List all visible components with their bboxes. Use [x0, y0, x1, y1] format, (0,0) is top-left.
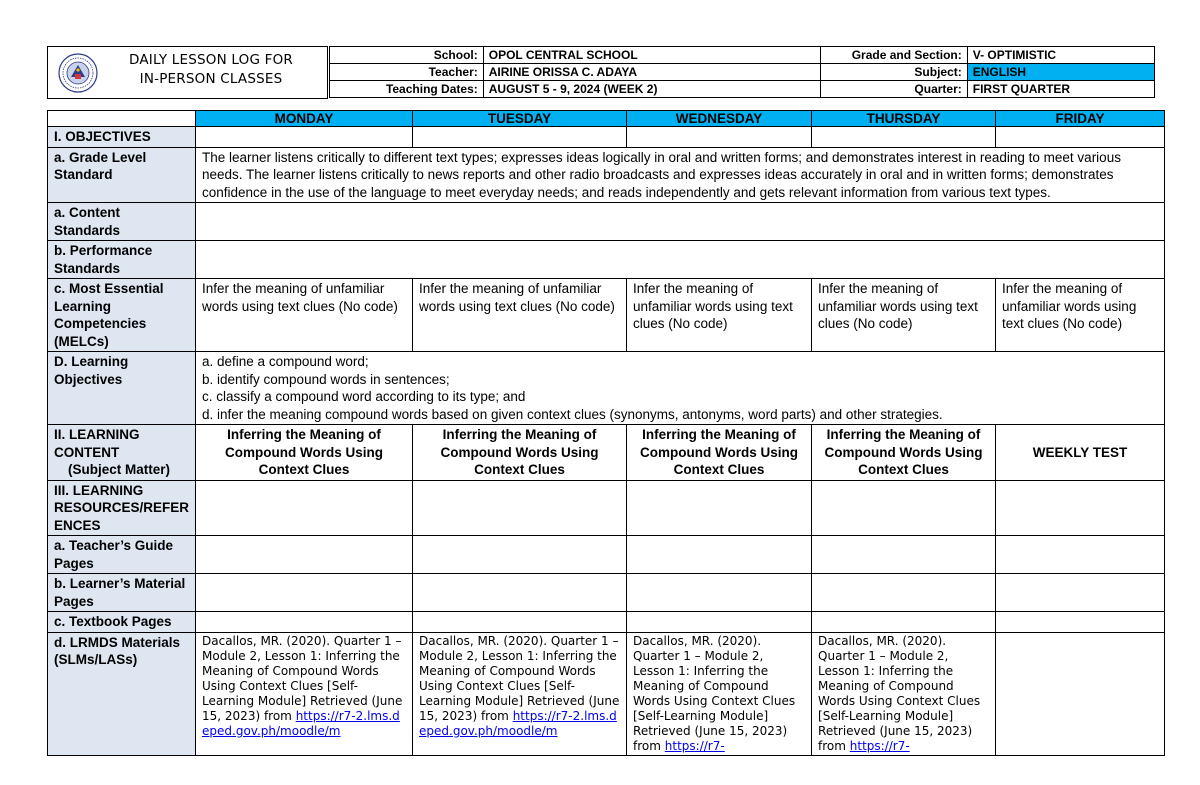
melc-friday: Infer the meaning of unfamiliar words using text clues (No code): [996, 279, 1165, 352]
performance-standards-label: b. Performance Standards: [48, 241, 196, 279]
melc-monday: Infer the meaning of unfamiliar words using text clues (No code): [196, 279, 413, 352]
teaching-dates-value: AUGUST 5 - 9, 2024 (WEEK 2): [483, 81, 820, 98]
topic-thursday: Inferring the Meaning of Compound Words Using Context Clues: [812, 425, 996, 481]
quarter-label: Quarter:: [821, 81, 968, 98]
deped-seal-icon: [58, 53, 98, 93]
textbook-label: c. Textbook Pages: [48, 612, 196, 633]
topic-monday: Inferring the Meaning of Compound Words Using Context Clues: [196, 425, 413, 481]
lrmds-link[interactable]: https://r7-2.lms.deped.gov.ph/moodle/m: [202, 708, 400, 738]
school-value: OPOL CENTRAL SCHOOL: [483, 47, 820, 64]
learners-material-row: [48, 574, 1165, 612]
school-label: School:: [330, 47, 484, 64]
teachers-guide-row: [48, 536, 1165, 574]
grade-level-standard-label: a. Grade Level Standard: [48, 147, 196, 203]
lrmds-wednesday: Dacallos, MR. (2020). Quarter 1 – Module 2, Lesson 1: Inferring the Meaning of Compound Words Using Context Clues [Self-Learning Module] Retrieved (June 15, 2023) from https://r7-: [627, 632, 812, 755]
learning-objectives-list: [196, 352, 1165, 425]
teacher-label: Teacher:: [330, 64, 484, 81]
grade-level-standard-row: [48, 147, 1165, 203]
header-info-left: [329, 46, 821, 98]
learners-material-label: b. Learner’s Material Pages: [48, 574, 196, 612]
lrmds-label: d. LRMDS Materials (SLMs/LASs): [48, 632, 196, 755]
teachers-guide-label: a. Teacher’s Guide Pages: [48, 536, 196, 574]
grade-section-value: V- OPTIMISTIC: [967, 47, 1154, 64]
lesson-log-table: [47, 110, 1165, 756]
day-friday: FRIDAY: [996, 111, 1165, 127]
corner-cell: [48, 111, 196, 127]
lrmds-thursday: Dacallos, MR. (2020). Quarter 1 – Module 2, Lesson 1: Inferring the Meaning of Compound Words Using Context Clues [Self-Learning Module] Retrieved (June 15, 2023) from https://r7-: [812, 632, 996, 755]
learning-content-row: [48, 425, 1165, 481]
topic-friday-weekly-test: WEEKLY TEST: [996, 425, 1165, 481]
learning-content-label: II. LEARNING CONTENT (Subject Matter): [48, 425, 196, 481]
content-standards-label: a. Content Standards: [48, 203, 196, 241]
objectives-row: [48, 127, 1165, 148]
day-header-row: [48, 111, 1165, 127]
subject-value: ENGLISH: [967, 64, 1154, 81]
document-title-line2: IN-PERSON CLASSES: [139, 71, 283, 87]
subject-label: Subject:: [821, 64, 968, 81]
textbook-row: [48, 612, 1165, 633]
learning-objectives-row: [48, 352, 1165, 425]
lrmds-link[interactable]: https://r7-: [849, 738, 910, 753]
lrmds-friday: [996, 632, 1165, 755]
content-standards-row: [48, 203, 1165, 241]
lrmds-link[interactable]: https://r7-2.lms.deped.gov.ph/moodle/m: [419, 708, 617, 738]
header-title-box: [47, 46, 328, 99]
objective-item: b. identify compound words in sentences;: [202, 371, 450, 387]
topic-tuesday: Inferring the Meaning of Compound Words Using Context Clues: [413, 425, 627, 481]
lesson-log-header: [47, 46, 1155, 99]
lrmds-tuesday: Dacallos, MR. (2020). Quarter 1 – Module 2, Lesson 1: Inferring the Meaning of Compound Words Using Context Clues [Self-Learning Module] Retrieved (June 15, 2023) from https://r7-2.lms.deped.gov.ph/moodle/m: [413, 632, 627, 755]
melc-wednesday: Infer the meaning of unfamiliar words using text clues (No code): [627, 279, 812, 352]
lrmds-monday: Dacallos, MR. (2020). Quarter 1 – Module 2, Lesson 1: Inferring the Meaning of Compound Words Using Context Clues [Self-Learning Module] Retrieved (June 15, 2023) from https://r7-2.lms.deped.gov.ph/moodle/m: [196, 632, 413, 755]
document-title: [106, 51, 316, 89]
learning-objectives-label: D. Learning Objectives: [48, 352, 196, 425]
topic-wednesday: Inferring the Meaning of Compound Words Using Context Clues: [627, 425, 812, 481]
day-wednesday: WEDNESDAY: [627, 111, 812, 127]
objective-item: c. classify a compound word according to its type; and: [202, 389, 526, 404]
lrmds-link[interactable]: https://r7-: [664, 738, 725, 753]
teaching-dates-label: Teaching Dates:: [330, 81, 484, 98]
day-tuesday: TUESDAY: [413, 111, 627, 127]
objective-item: a. define a compound word;: [202, 354, 369, 369]
day-monday: MONDAY: [196, 111, 413, 127]
objective-item: d. infer the meaning compound words based on given context clues (synonyms, antonyms, word parts) and other strategies.: [202, 406, 943, 422]
learning-resources-label: III. LEARNING RESOURCES/REFER ENCES: [48, 480, 196, 536]
teacher-value: AIRINE ORISSA C. ADAYA: [483, 64, 820, 81]
melcs-label: c. Most Essential Learning Competencies (MELCs): [48, 279, 196, 352]
day-thursday: THURSDAY: [812, 111, 996, 127]
grade-section-label: Grade and Section:: [821, 47, 968, 64]
melc-thursday: Infer the meaning of unfamiliar words using text clues (No code): [812, 279, 996, 352]
document-title-line1: DAILY LESSON LOG FOR: [128, 52, 294, 68]
learning-resources-row: [48, 480, 1165, 536]
header-info-right: [820, 46, 1155, 98]
melc-tuesday: Infer the meaning of unfamiliar words using text clues (No code): [413, 279, 627, 352]
lrmds-row: [48, 632, 1165, 755]
grade-level-standard-text: The learner listens critically to different text types; expresses ideas logically in oral and written forms; and demonstrates interest in reading to meet various needs. The learner listens critically to news reports and other radio broadcasts and expresses ideas accurately in oral and in written forms; demonstrates confidence in the use of the language to meet everyday needs; and reads independently and gets relevant information from various text types.: [196, 147, 1165, 203]
quarter-value: FIRST QUARTER: [967, 81, 1154, 98]
objectives-label: I. OBJECTIVES: [48, 127, 196, 148]
performance-standards-row: [48, 241, 1165, 279]
melcs-row: [48, 279, 1165, 352]
